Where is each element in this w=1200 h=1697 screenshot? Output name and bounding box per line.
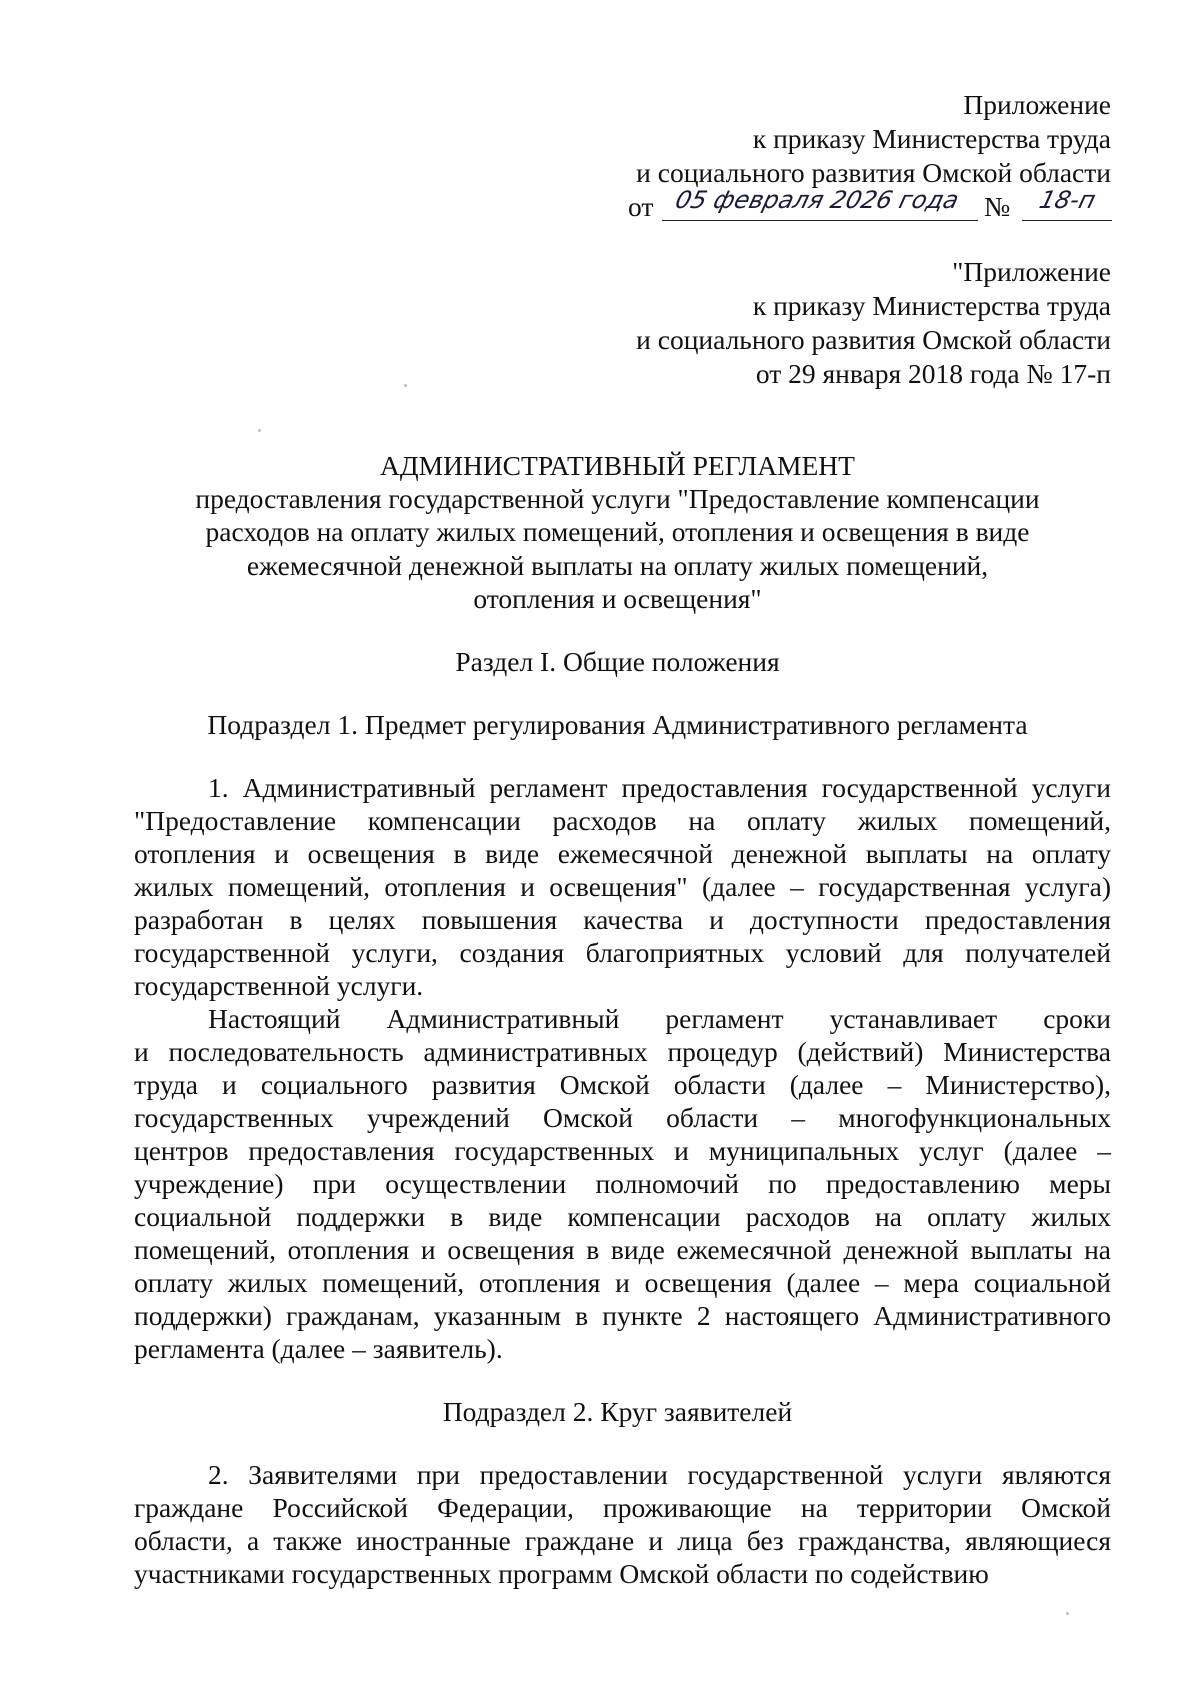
title-subline-3: ежемесячной денежной выплаты на оплату жилых помещений, xyxy=(246,550,989,581)
paragraph-line: 2. Заявителями при предоставлении государственной услуги являются xyxy=(208,1459,1111,1490)
date-underline xyxy=(662,220,978,221)
stamp-new-number-label: № xyxy=(984,191,1011,222)
paragraph-line: участниками государственных программ Омской области по содействию xyxy=(134,1558,989,1589)
paragraph-line: социальной поддержки в виде компенсации расходов на оплату жилых xyxy=(134,1201,1111,1232)
paragraph-line: государственной услуги, создания благоприятных условий для получателей xyxy=(134,937,1111,968)
title-subline-4: отопления и освещения" xyxy=(473,583,762,614)
handwritten-date: 05 февраля 2026 года xyxy=(672,186,962,214)
paragraph-line: "Предоставление компенсации расходов на оплату жилых помещений, xyxy=(134,805,1111,836)
scan-speck xyxy=(1066,1612,1069,1615)
stamp-new-line1: Приложение xyxy=(963,89,1111,120)
paragraph-line: регламента (далее – заявитель). xyxy=(134,1333,503,1364)
paragraph-line: центров предоставления государственных и муниципальных услуг (далее – xyxy=(134,1135,1111,1166)
paragraph-line: жилых помещений, отопления и освещения" (далее – государственная услуга) xyxy=(134,871,1111,902)
handwritten-number: 18-п xyxy=(1036,186,1099,214)
paragraph-line: помещений, отопления и освещения в виде ежемесячной денежной выплаты на xyxy=(134,1234,1111,1265)
stamp-new-line2: к приказу Министерства труда xyxy=(752,123,1111,154)
paragraph-line: государственных учреждений Омской области – многофункциональных xyxy=(134,1102,1111,1133)
subsection-1-heading: Подраздел 1. Предмет регулирования Административного регламента xyxy=(207,709,1028,740)
paragraph-line: разработан в целях повышения качества и доступности предоставления xyxy=(134,904,1111,935)
section-heading: Раздел I. Общие положения xyxy=(455,646,780,677)
paragraph-line: области, а также иностранные граждане и лица без гражданства, являющиеся xyxy=(134,1525,1111,1556)
stamp-new-from-label: от xyxy=(628,191,654,222)
paragraph-line: 1. Административный регламент предоставления государственной услуги xyxy=(208,772,1111,803)
stamp-old-line4: от 29 января 2018 года № 17-п xyxy=(755,358,1111,389)
subsection-2-heading: Подраздел 2. Круг заявителей xyxy=(442,1396,793,1427)
paragraph-line: государственной услуги. xyxy=(134,970,424,1001)
paragraph-line: труда и социального развития Омской области (далее – Министерство), xyxy=(134,1069,1111,1100)
paragraph-line: учреждение) при осуществлении полномочий по предоставлению меры xyxy=(134,1168,1111,1199)
stamp-old-line1: "Приложение xyxy=(952,256,1111,287)
number-underline xyxy=(1022,220,1112,221)
stamp-new-line3: и социального развития Омской области xyxy=(636,157,1111,188)
title-subline-1: предоставления государственной услуги "Предоставление компенсации xyxy=(195,483,1040,514)
paragraph-line: Настоящий Административный регламент устанавливает сроки xyxy=(208,1003,1111,1034)
paragraph-line: граждане Российской Федерации, проживающие на территории Омской xyxy=(134,1492,1111,1523)
stamp-old-line2: к приказу Министерства труда xyxy=(752,290,1111,321)
paragraph-line: отопления и освещения в виде ежемесячной денежной выплаты на оплату xyxy=(134,838,1111,869)
paragraph-line: и последовательность административных процедур (действий) Министерства xyxy=(134,1036,1111,1067)
document-title: АДМИНИСТРАТИВНЫЙ РЕГЛАМЕНТ xyxy=(380,450,855,481)
title-subline-2: расходов на оплату жилых помещений, отопления и освещения в виде xyxy=(205,516,1030,547)
scan-speck xyxy=(258,429,261,432)
paragraph-line: поддержки) гражданам, указанным в пункте 2 настоящего Административного xyxy=(134,1300,1111,1331)
paragraph-line: оплату жилых помещений, отопления и освещения (далее – мера социальной xyxy=(134,1267,1111,1298)
stamp-old-line3: и социального развития Омской области xyxy=(636,324,1111,355)
scan-speck xyxy=(404,384,407,387)
